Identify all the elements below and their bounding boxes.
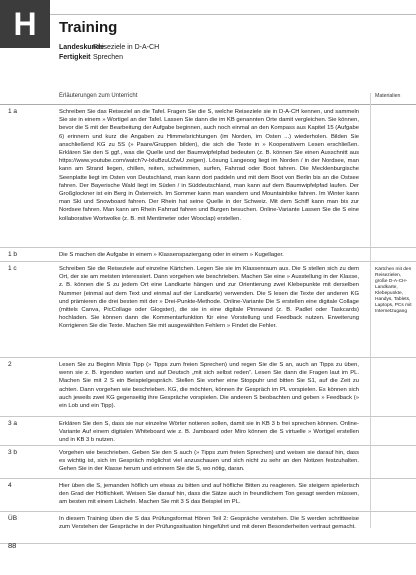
table-row <box>0 248 416 262</box>
fertigkeit-label: Fertigkeit <box>59 54 91 61</box>
chapter-letter-tab: H <box>0 0 50 48</box>
table-row <box>0 512 416 544</box>
landeskunde-value: Reiseziele in D-A-CH <box>93 44 160 51</box>
row-label: 1 b <box>8 251 18 258</box>
row-label: 2 <box>8 361 12 368</box>
header-divider <box>50 14 416 15</box>
table-row <box>0 417 416 446</box>
row-label: ÜB <box>8 515 18 522</box>
landeskunde-label: Landeskunde <box>59 44 105 51</box>
table-row <box>0 479 416 512</box>
row-label: 4 <box>8 482 12 489</box>
row-text: Die S machen die Aufgabe in einem » Klassenspaziergang oder in einem » Kugellager. <box>59 252 284 258</box>
row-text: Hier üben die S, jemanden höflich um etwas zu bitten und auf höfliche Bitten zu reagieren. Sie steigern spielerisch den Grad der Höflichkeit. Weisen Sie darauf hin, dass die Sätze auch in freundlichem Ton gesagt werden müssen, am besten mit einem Lächeln. Machen Sie mit 3 S das Beispiel im PL. <box>59 483 359 506</box>
row-text: Vorgehen wie beschrieben. Geben Sie den S auch (» Tipps zum freien Sprechen) und weisen sie darauf hin, dass es wichtig ist, sich im Gespräch möglichst viel anzuschauen und sich nicht zu sehr an den Notizen festzuhalten. Gehen Sie in der Klasse herum und erinnern Sie die S, wo nötig, daran. <box>59 450 359 473</box>
instruction-table <box>0 105 416 544</box>
row-text: In diesem Training üben die S das Prüfungsformat Hören Teil 2: Gespräche verstehen. Die S werden schrittweise zum Verstehen der Gespräche in der Prüfungssituation hingeführt und mit deren Besonderheiten vertraut gemacht. <box>59 516 359 531</box>
materials-column-header: Materialien <box>375 93 401 99</box>
fertigkeit-value: Sprechen <box>93 54 123 61</box>
row-label: 3 a <box>8 420 18 427</box>
materials-note: Kärtchen mit den Reisezielen, große D-A-CH-Landkarte, Klebepunkte, Handys, Tablets, Laptops, PCs mit Internetzugang <box>375 267 412 314</box>
table-row <box>0 358 416 417</box>
row-text: Lesen Sie zu Beginn Minis Tipp (» Tipps zum freien Sprechen) und regen Sie die S an, auch an Tipps zu üben, wenn sie z. B. irgendwo warten und auf Deutsch „mit sich selbst reden“. Lesen Sie dann die Fragen laut im PL. Machen Sie mit 2 S ein Beispielgespräch. Stellen Sie vorher eine Stoppuhr und bitten Sie S1, auf die Zeit zu achten. Dann vorgehen wie beschrieben. KG, die möchten, können ihr Gespräch im PL vorspielen. Es können sich auch jeweils zwei KG gegenseitig ihre Gespräche vorspielen. Die anderen S beobachten und geben » Feedback (» ein Lob und ein Tipp). <box>59 362 359 410</box>
page-title: Training <box>59 19 118 36</box>
page-number: 88 <box>8 541 17 550</box>
row-text: Schreiben Sie die Reiseziele auf einzelne Kärtchen. Legen Sie sie im Klassenraum aus. Die S stellen sich zu dem Ort, der sie am meisten interessiert. Dann vorgehen wie beschrieben. Machen Sie eine » Ausstellung in der Klasse, z. B. können die S zu jedem Ort eine Landkarte hängen und zur Orientierung zwei Klebepunkte mit derselben Nummer (einmal auf dem Text und einmal auf der Landkarte) verwenden. Die S lesen die Texte der anderen KG und prämieren die drei besten mit der » Drei-Punkte-Methode. Online-Variante Die S erstellen eine digitale Collage (mittels Canva, PicCollage oder Glogster), die sie in eine digitale Pinnwand (z. B. Padlet oder Taskcards) hochladen. Sie können dann die Kommentarfunktion für eine Vorstellung und Feedback nutzen. Erweiterung Korrigieren Sie die Texte. Machen Sie mit ausgewählten Fehlern » Findet die Fehler. <box>59 266 359 330</box>
table-row <box>0 262 416 358</box>
table-row <box>0 446 416 479</box>
topic-info <box>59 43 159 63</box>
row-label: 1 a <box>8 108 18 115</box>
row-label: 3 b <box>8 449 18 456</box>
row-text: Schreiben Sie das Reiseziel an die Tafel. Fragen Sie die S, welche Reiseziele sie in D-A-CH kennen, und sammeln Sie sie in einem » Wortigel an der Tafel. Lassen Sie dann die im KB genannten Orte damit vergleichen. Sie können, bevor die S mit der Bearbeitung der Aufgabe beginnen, auch noch einmal an den Kompass aus Kapitel 15 (Aufgabe 6) erinnern und kurz die Angaben zu Himmelsrichtungen (im Norden, im Osten ...) wiederholen. Bilden Sie anschließend KG zu 5S (» Paare/Gruppen bilden), die sich die Texte in » Kooperativem Lesen erschließen. Erklären Sie den S ggf., was die Quelle und der Baumwipfelpfad bedeuten (z. B. können Sie einen Ausschnitt aus https://www.youtube.com/watch?v-lxluBzuUZwU zeigen). Lösung Langeoog liegt im Norden / in der Nordsee, man kann am Strand liegen, chillen, reiten, schwimmen, surfen, Fahrrad oder Boot fahren. Die Mecklenburgische Seenplatte liegt im Osten von Deutschland, man kann dort paddeln und mit dem Boot von Berlin bis an die Ostsee fahren. Der Bayerische Wald liegt im Süden / in Süddeutschland, man kann auf dem Baumwipfelpfad laufen. Der Großglockner ist ein Berg in Österreich. Im Sommer kann man wandern und Mountainbike fahren. Im Winter kann man Ski und Snowboard fahren. Der Rhein hat seine Quelle in der Schweiz. Mit dem Schiff kann man bis zur Nordsee fahren. Man kann am Rhein Fahrrad fahren und Burgen besuchen. Online-Variante Lassen Sie die S eine kollaborative Wortwolke (z. B. mit Mentimeter oder Wooclap) erstellen. <box>59 109 359 222</box>
row-text: Erklären Sie den S, dass sie nur einzelne Wörter notieren sollen, damit sie in KB 3 b frei sprechen können. Online-Variante Auf einem digitalen Whiteboard wie z. B. Jamboard oder Miro können die S virtuelle » Wortigel erstellen und in KB 3 b nutzen. <box>59 421 359 444</box>
explanations-column-header: Erläuterungen zum Unterricht <box>59 93 138 99</box>
row-label: 1 c <box>8 265 17 272</box>
table-row <box>0 105 416 248</box>
